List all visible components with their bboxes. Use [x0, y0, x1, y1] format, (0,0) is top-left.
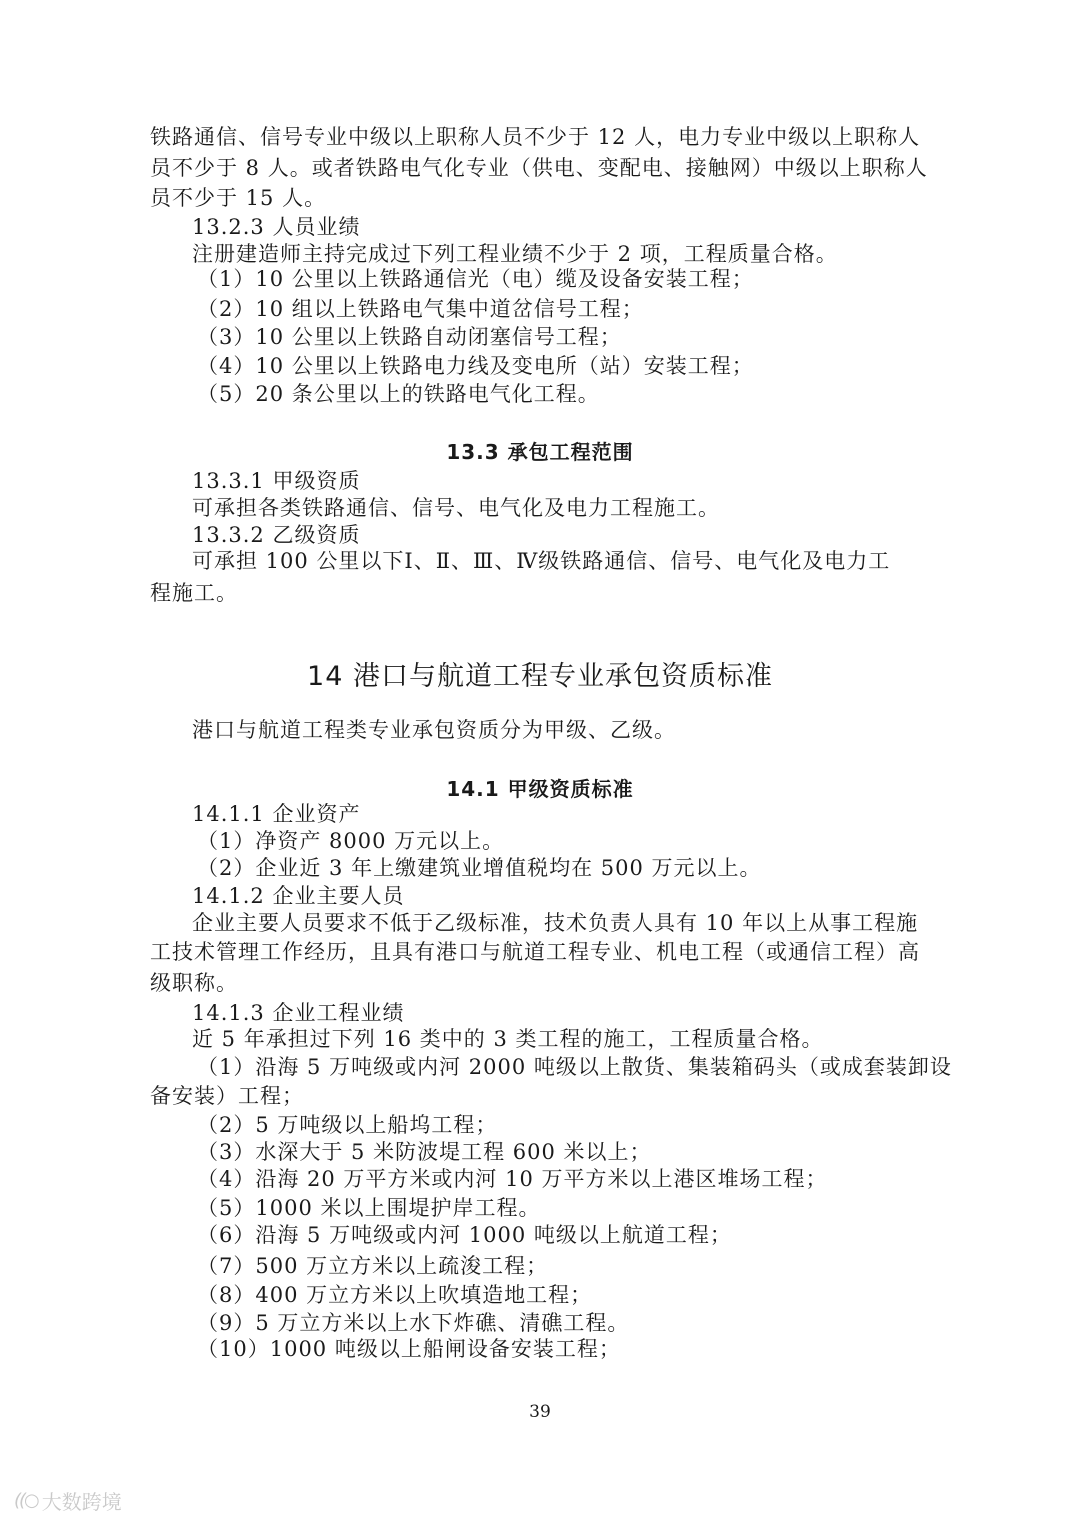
list-item: （2）10 组以上铁路电气集中道岔信号工程；	[197, 297, 644, 321]
list-item: （8）400 万立方米以上吹填造地工程；	[197, 1283, 593, 1307]
subsection-heading: 13.3.1 甲级资质	[192, 469, 361, 493]
list-item: （3）水深大于 5 米防波堤工程 600 米以上；	[197, 1140, 652, 1164]
list-item: （10）1000 吨级以上船闸设备安装工程；	[197, 1337, 621, 1361]
list-item-continuation: 备安装）工程；	[150, 1084, 304, 1108]
body-text-line: 注册建造师主持完成过下列工程业绩不少于 2 项，工程质量合格。	[192, 242, 838, 266]
watermark-text: 大数跨境	[41, 1490, 122, 1514]
page-number: 39	[529, 1402, 551, 1422]
list-item: （1）净资产 8000 万元以上。	[197, 829, 505, 853]
body-text-line: 可承担各类铁路通信、信号、电气化及电力工程施工。	[192, 496, 720, 520]
list-item: （7）500 万立方米以上疏浚工程；	[197, 1254, 549, 1278]
list-item: （9）5 万立方米以上水下炸礁、清礁工程。	[197, 1311, 630, 1335]
body-text-line: 员不少于 15 人。	[150, 186, 327, 210]
subsection-heading: 14.1.2 企业主要人员	[192, 884, 405, 908]
watermark-logo-icon: ((○	[14, 1490, 38, 1511]
body-text-line: 近 5 年承担过下列 16 类中的 3 类工程的施工，工程质量合格。	[192, 1027, 824, 1051]
subsection-heading: 14.1.1 企业资产	[192, 802, 361, 826]
body-text-line: 程施工。	[150, 581, 238, 605]
list-item: （2）5 万吨级以上船坞工程；	[197, 1113, 498, 1137]
subsection-heading: 13.2.3 人员业绩	[192, 215, 361, 239]
list-item: （4）沿海 20 万平方米或内河 10 万平方米以上港区堆场工程；	[197, 1167, 828, 1191]
list-item: （5）1000 米以上围堤护岸工程。	[197, 1196, 541, 1220]
list-item: （4）10 公里以上铁路电力线及变电所（站）安装工程；	[197, 354, 754, 378]
body-text-line: 港口与航道工程类专业承包资质分为甲级、乙级。	[192, 718, 676, 742]
subsection-heading: 14.1.3 企业工程业绩	[192, 1001, 405, 1025]
section-heading: 14.1 甲级资质标准	[446, 777, 634, 801]
watermark	[14, 1486, 122, 1515]
body-text-line: 员不少于 8 人。或者铁路电气化专业（供电、变配电、接触网）中级以上职称人	[150, 156, 928, 180]
body-text-line: 可承担 100 公里以下Ⅰ、Ⅱ、Ⅲ、Ⅳ级铁路通信、信号、电气化及电力工	[192, 549, 891, 573]
subsection-heading: 13.3.2 乙级资质	[192, 523, 361, 547]
list-item: （3）10 公里以上铁路自动闭塞信号工程；	[197, 325, 622, 349]
list-item: （6）沿海 5 万吨级或内河 1000 吨级以上航道工程；	[197, 1223, 732, 1247]
list-item: （1）10 公里以上铁路通信光（电）缆及设备安装工程；	[197, 267, 754, 291]
section-heading: 13.3 承包工程范围	[446, 440, 634, 464]
list-item: （5）20 条公里以上的铁路电气化工程。	[197, 382, 600, 406]
body-text-line: 企业主要人员要求不低于乙级标准，技术负责人具有 10 年以上从事工程施	[192, 911, 919, 935]
list-item: （2）企业近 3 年上缴建筑业增值税均在 500 万元以上。	[197, 856, 762, 880]
body-text-line: 铁路通信、信号专业中级以上职称人员不少于 12 人，电力专业中级以上职称人	[150, 125, 921, 149]
body-text-line: 级职称。	[150, 971, 238, 995]
body-text-line: 工技术管理工作经历，且具有港口与航道工程专业、机电工程（或通信工程）高	[150, 940, 920, 964]
list-item: （1）沿海 5 万吨级或内河 2000 吨级以上散货、集装箱码头（或成套装卸设	[197, 1055, 952, 1079]
chapter-heading: 14 港口与航道工程专业承包资质标准	[307, 661, 773, 692]
